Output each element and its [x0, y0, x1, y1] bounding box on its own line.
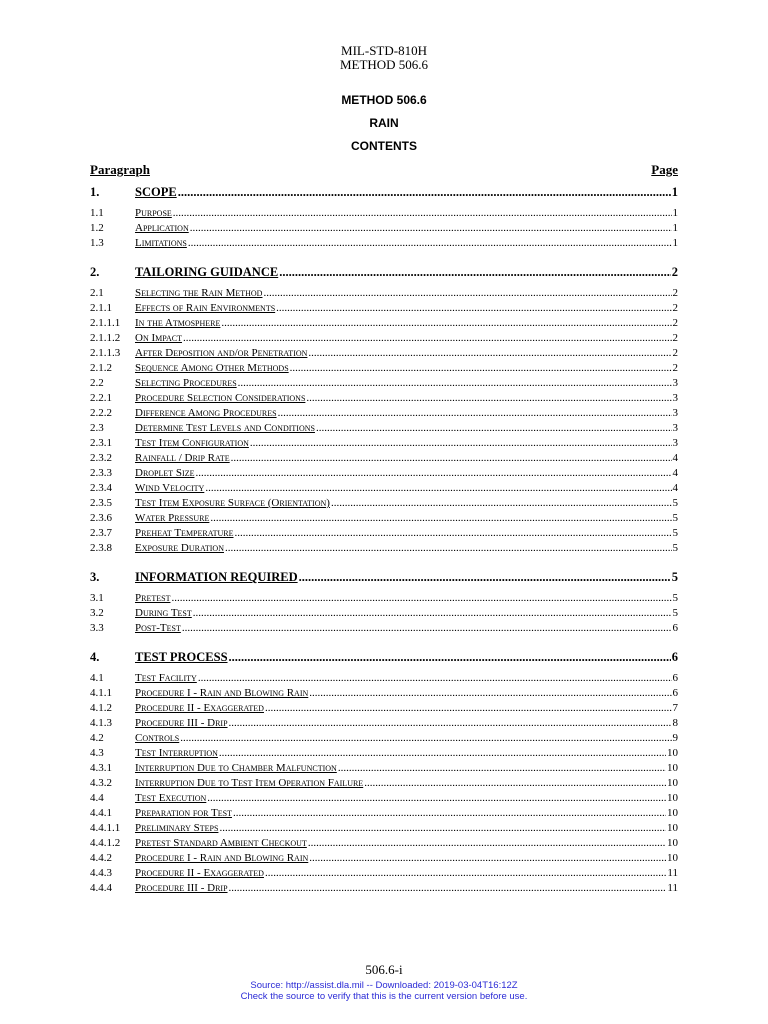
toc-entry-title[interactable]: Selecting Procedures: [135, 377, 237, 389]
toc-entry-title[interactable]: Application: [135, 222, 189, 234]
toc-entry-page: 10: [667, 852, 678, 864]
dot-leader: [225, 541, 672, 556]
toc-entry-title[interactable]: Controls: [135, 732, 180, 744]
toc-entry-page: 5: [672, 607, 678, 619]
toc-entry-title[interactable]: Droplet Size: [135, 467, 195, 479]
toc-entry-title[interactable]: Selecting the Rain Method: [135, 287, 263, 299]
toc-entry-title[interactable]: Test Execution: [135, 792, 207, 804]
dot-leader: [276, 301, 671, 316]
dot-leader: [229, 716, 672, 731]
dot-leader: [308, 346, 671, 361]
toc-entry-page: 2: [672, 302, 678, 314]
toc-entry-page: 10: [667, 747, 678, 759]
toc-entry-page: 10: [667, 792, 678, 804]
toc-entry-page: 6: [671, 650, 678, 664]
dot-leader: [182, 621, 672, 636]
toc-entry-title[interactable]: Procedure Selection Considerations: [135, 392, 306, 404]
page-column-header: Page: [651, 162, 678, 177]
column-headers: [90, 162, 678, 178]
toc-entry-number: 2.2.1: [90, 392, 112, 404]
dot-leader: [171, 591, 671, 606]
toc-entry-number: 2.1.1.2: [90, 332, 121, 344]
toc-entry[interactable]: [90, 221, 678, 236]
toc-entry-number: 2.2: [90, 377, 104, 389]
dot-leader: [210, 511, 671, 526]
toc-entry[interactable]: [90, 481, 678, 496]
toc-entry-number: 3.: [90, 570, 100, 584]
toc-entry-page: 4: [672, 467, 678, 479]
dot-leader: [235, 526, 672, 541]
dot-leader: [221, 316, 671, 331]
toc-entry-number: 4.: [90, 650, 100, 664]
dot-leader: [207, 791, 666, 806]
toc-entry[interactable]: [90, 866, 678, 881]
dot-leader: [308, 836, 666, 851]
toc-entry[interactable]: [90, 526, 678, 541]
toc-entry[interactable]: [90, 776, 678, 791]
dot-leader: [316, 421, 672, 436]
toc-entry[interactable]: [90, 791, 678, 806]
toc-entry-number: 2.: [90, 265, 100, 279]
toc-entry-page: 2: [672, 317, 678, 329]
toc-entry-number: 4.1.1: [90, 687, 112, 699]
toc-entry-page: 7: [672, 702, 678, 714]
toc-entry-page: 2: [671, 265, 678, 279]
contents-title: CONTENTS: [351, 139, 417, 153]
toc-entry-page: 10: [667, 822, 678, 834]
toc-entry-page: 3: [672, 422, 678, 434]
page-number: 506.6-i: [365, 962, 403, 977]
toc-entry-number: 1.1: [90, 207, 104, 219]
dot-leader: [195, 466, 671, 481]
toc-entry-number: 4.4.3: [90, 867, 112, 879]
dot-leader: [205, 481, 671, 496]
toc-entry[interactable]: [90, 376, 678, 391]
dot-leader: [229, 649, 671, 665]
dot-leader: [331, 496, 672, 511]
toc-entry-page: 5: [672, 512, 678, 524]
toc-entry-number: 3.2: [90, 607, 104, 619]
document-titles: [0, 93, 768, 162]
toc-entry-title[interactable]: Procedure II - Exaggerated: [135, 867, 264, 879]
source-line: Source: http://assist.dla.mil -- Downloaded: 2019-03-04T16:12Z: [250, 980, 518, 991]
toc-entry[interactable]: [90, 391, 678, 406]
toc-entry-page: 1: [671, 185, 678, 199]
dot-leader: [219, 821, 666, 836]
toc-entry-page: 4: [672, 482, 678, 494]
toc-entry-number: 4.4.1.1: [90, 822, 121, 834]
dot-leader: [338, 761, 666, 776]
toc-entry[interactable]: [90, 184, 678, 200]
toc-entry[interactable]: [90, 671, 678, 686]
toc-entry-number: 4.1: [90, 672, 104, 684]
dot-leader: [299, 569, 671, 585]
toc-entry[interactable]: [90, 301, 678, 316]
toc-entry[interactable]: [90, 361, 678, 376]
dot-leader: [198, 671, 672, 686]
toc-entry-page: 3: [672, 437, 678, 449]
toc-entry[interactable]: [90, 236, 678, 251]
toc-entry[interactable]: [90, 716, 678, 731]
toc-entry[interactable]: [90, 569, 678, 585]
dot-leader: [183, 331, 672, 346]
toc-entry[interactable]: [90, 451, 678, 466]
dot-leader: [229, 881, 667, 896]
toc-entry-page: 2: [672, 347, 678, 359]
toc-entry-number: 2.3.4: [90, 482, 112, 494]
toc-entry[interactable]: [90, 806, 678, 821]
toc-entry-number: 1.3: [90, 237, 104, 249]
toc-entry-number: 2.1.2: [90, 362, 112, 374]
toc-entry[interactable]: [90, 541, 678, 556]
toc-entry[interactable]: [90, 511, 678, 526]
toc-entry-title[interactable]: Exposure Duration: [135, 542, 224, 554]
toc-entry-page: 1: [672, 237, 678, 249]
toc-entry-title[interactable]: TAILORING GUIDANCE: [135, 265, 279, 279]
dot-leader: [178, 184, 671, 200]
toc-entry-title[interactable]: In the Atmosphere: [135, 317, 221, 329]
toc-entry-page: 2: [672, 332, 678, 344]
toc-entry[interactable]: [90, 686, 678, 701]
toc-entry-title[interactable]: Pretest Standard Ambient Checkout: [135, 837, 307, 849]
toc-entry-page: 2: [672, 362, 678, 374]
document-header: [0, 44, 768, 72]
toc-entry-title[interactable]: Test Interruption: [135, 747, 218, 759]
toc-entry-title[interactable]: Difference Among Procedures: [135, 407, 277, 419]
toc-entry-title[interactable]: After Deposition and/or Penetration: [135, 347, 308, 359]
toc-entry[interactable]: [90, 466, 678, 481]
toc-entry-number: 2.3.7: [90, 527, 112, 539]
dot-leader: [219, 746, 666, 761]
toc-entry[interactable]: [90, 206, 678, 221]
toc-entry-number: 1.: [90, 185, 100, 199]
toc-entry-title[interactable]: Procedure III - Drip: [135, 882, 228, 894]
toc-entry-number: 2.1: [90, 287, 104, 299]
toc-entry-title[interactable]: TEST PROCESS: [135, 650, 228, 664]
toc-entry-number: 2.2.2: [90, 407, 112, 419]
toc-entry-title[interactable]: Procedure III - Drip: [135, 717, 228, 729]
toc-entry-page: 3: [672, 392, 678, 404]
toc-entry-page: 10: [667, 807, 678, 819]
toc-entry-number: 2.3.2: [90, 452, 112, 464]
toc-entry-title[interactable]: Procedure I - Rain and Blowing Rain: [135, 687, 309, 699]
toc-entry[interactable]: [90, 836, 678, 851]
toc-entry-number: 3.1: [90, 592, 104, 604]
toc-entry-page: 8: [672, 717, 678, 729]
toc-entry-title[interactable]: Interruption Due to Chamber Malfunction: [135, 762, 337, 774]
toc-entry-number: 4.4.1.2: [90, 837, 121, 849]
toc-entry-number: 4.4.1: [90, 807, 112, 819]
dot-leader: [309, 851, 666, 866]
toc-entry[interactable]: [90, 346, 678, 361]
toc-entry-number: 2.3: [90, 422, 104, 434]
toc-entry-number: 4.4.4: [90, 882, 112, 894]
toc-entry-page: 6: [672, 687, 678, 699]
toc-entry-title[interactable]: Procedure I - Rain and Blowing Rain: [135, 852, 309, 864]
toc-entry-title[interactable]: Test Facility: [135, 672, 197, 684]
method-id: METHOD 506.6: [339, 57, 429, 72]
toc-entry[interactable]: [90, 406, 678, 421]
toc-entry[interactable]: [90, 821, 678, 836]
toc-entry[interactable]: [90, 496, 678, 511]
dot-leader: [279, 264, 671, 280]
toc-entry-number: 1.2: [90, 222, 104, 234]
dot-leader: [265, 866, 666, 881]
toc-entry-title[interactable]: Preheat Temperature: [135, 527, 234, 539]
toc-entry-title[interactable]: Preparation for Test: [135, 807, 232, 819]
verify-line: Check the source to verify that this is the current version before use.: [240, 991, 528, 1002]
toc-entry-number: 4.2: [90, 732, 104, 744]
dot-leader: [278, 406, 672, 421]
toc-entry-page: 2: [672, 287, 678, 299]
dot-leader: [364, 776, 666, 791]
dot-leader: [188, 236, 672, 251]
toc-entry-title[interactable]: Procedure II - Exaggerated: [135, 702, 264, 714]
toc-entry-page: 10: [667, 777, 678, 789]
toc-entry-page: 1: [672, 222, 678, 234]
paragraph-column-header: Paragraph: [90, 162, 150, 177]
dot-leader: [233, 806, 666, 821]
toc-entry-title[interactable]: Determine Test Levels and Conditions: [135, 422, 315, 434]
toc-entry-number: 4.3: [90, 747, 104, 759]
dot-leader: [306, 391, 671, 406]
toc-entry-page: 4: [672, 452, 678, 464]
toc-entry[interactable]: [90, 701, 678, 716]
dot-leader: [193, 606, 672, 621]
method-name: RAIN: [369, 116, 399, 130]
toc-entry-page: 9: [672, 732, 678, 744]
toc-entry[interactable]: [90, 286, 678, 301]
toc-entry-title[interactable]: Water Pressure: [135, 512, 210, 524]
toc-entry-title[interactable]: During Test: [135, 607, 192, 619]
toc-entry-title[interactable]: SCOPE: [135, 185, 177, 199]
toc-entry-title[interactable]: Effects of Rain Environments: [135, 302, 276, 314]
toc-entry-title[interactable]: INFORMATION REQUIRED: [135, 570, 298, 584]
toc-entry-page: 3: [672, 407, 678, 419]
source-notice: [0, 980, 768, 1002]
toc-entry-title[interactable]: Pretest: [135, 592, 171, 604]
toc-entry-page: 5: [672, 592, 678, 604]
toc-entry-title[interactable]: Limitations: [135, 237, 187, 249]
toc-entry[interactable]: [90, 881, 678, 896]
toc-entry[interactable]: [90, 761, 678, 776]
toc-entry-title[interactable]: Preliminary Steps: [135, 822, 219, 834]
toc-entry[interactable]: [90, 331, 678, 346]
toc-entry[interactable]: [90, 606, 678, 621]
toc-entry-number: 2.3.8: [90, 542, 112, 554]
toc-entry[interactable]: [90, 746, 678, 761]
method-title: METHOD 506.6: [341, 93, 427, 107]
dot-leader: [265, 701, 672, 716]
dot-leader: [190, 221, 672, 236]
dot-leader: [238, 376, 672, 391]
toc-entry-number: 4.4: [90, 792, 104, 804]
toc-entry[interactable]: [90, 436, 678, 451]
toc-entry-title[interactable]: Post-Test: [135, 622, 181, 634]
toc-entry-title[interactable]: Sequence Among Other Methods: [135, 362, 289, 374]
dot-leader: [263, 286, 671, 301]
toc-entry-number: 2.1.1.1: [90, 317, 121, 329]
toc-entry-number: 3.3: [90, 622, 104, 634]
toc-entry[interactable]: [90, 649, 678, 665]
toc-entry[interactable]: [90, 731, 678, 746]
toc-entry-page: 10: [667, 762, 678, 774]
dot-leader: [231, 451, 672, 466]
dot-leader: [180, 731, 671, 746]
toc-entry-page: 5: [671, 570, 678, 584]
toc-entry-number: 2.1.1: [90, 302, 112, 314]
toc-entry-page: 10: [667, 837, 678, 849]
toc-entry-title[interactable]: Interruption Due to Test Item Operation Failure: [135, 777, 364, 789]
toc-entry-number: 2.1.1.3: [90, 347, 121, 359]
toc-entry-page: 6: [672, 672, 678, 684]
toc-entry-number: 4.4.2: [90, 852, 112, 864]
toc-entry-page: 11: [667, 882, 678, 894]
toc-entry-number: 2.3.6: [90, 512, 112, 524]
toc-entry-title[interactable]: Test Item Exposure Surface (Orientation): [135, 497, 330, 509]
dot-leader: [290, 361, 672, 376]
toc-entry-number: 2.3.3: [90, 467, 112, 479]
toc-entry-page: 11: [667, 867, 678, 879]
toc-entry-number: 4.3.2: [90, 777, 112, 789]
standard-id: MIL-STD-810H: [341, 43, 427, 58]
toc-entry[interactable]: [90, 851, 678, 866]
toc-entry[interactable]: [90, 421, 678, 436]
toc-entry-number: 4.1.2: [90, 702, 112, 714]
toc-entry[interactable]: [90, 591, 678, 606]
toc-entry-title[interactable]: Test Item Configuration: [135, 437, 249, 449]
toc-entry-title[interactable]: On Impact: [135, 332, 182, 344]
toc-entry[interactable]: [90, 264, 678, 280]
toc-entry-title[interactable]: Purpose: [135, 207, 172, 219]
toc-entry-page: 5: [672, 542, 678, 554]
toc-entry[interactable]: [90, 621, 678, 636]
toc-entry-page: 5: [672, 527, 678, 539]
toc-entry-title[interactable]: Rainfall / Drip Rate: [135, 452, 230, 464]
toc-entry-page: 5: [672, 497, 678, 509]
toc-entry-page: 6: [672, 622, 678, 634]
toc-entry-number: 2.3.5: [90, 497, 112, 509]
toc-entry[interactable]: [90, 316, 678, 331]
dot-leader: [173, 206, 672, 221]
toc-entry-number: 2.3.1: [90, 437, 112, 449]
toc-entry-number: 4.3.1: [90, 762, 112, 774]
toc-entry-page: 1: [672, 207, 678, 219]
toc-entry-page: 3: [672, 377, 678, 389]
dot-leader: [250, 436, 672, 451]
dot-leader: [309, 686, 671, 701]
toc-entry-number: 4.1.3: [90, 717, 112, 729]
toc-entry-title[interactable]: Wind Velocity: [135, 482, 205, 494]
